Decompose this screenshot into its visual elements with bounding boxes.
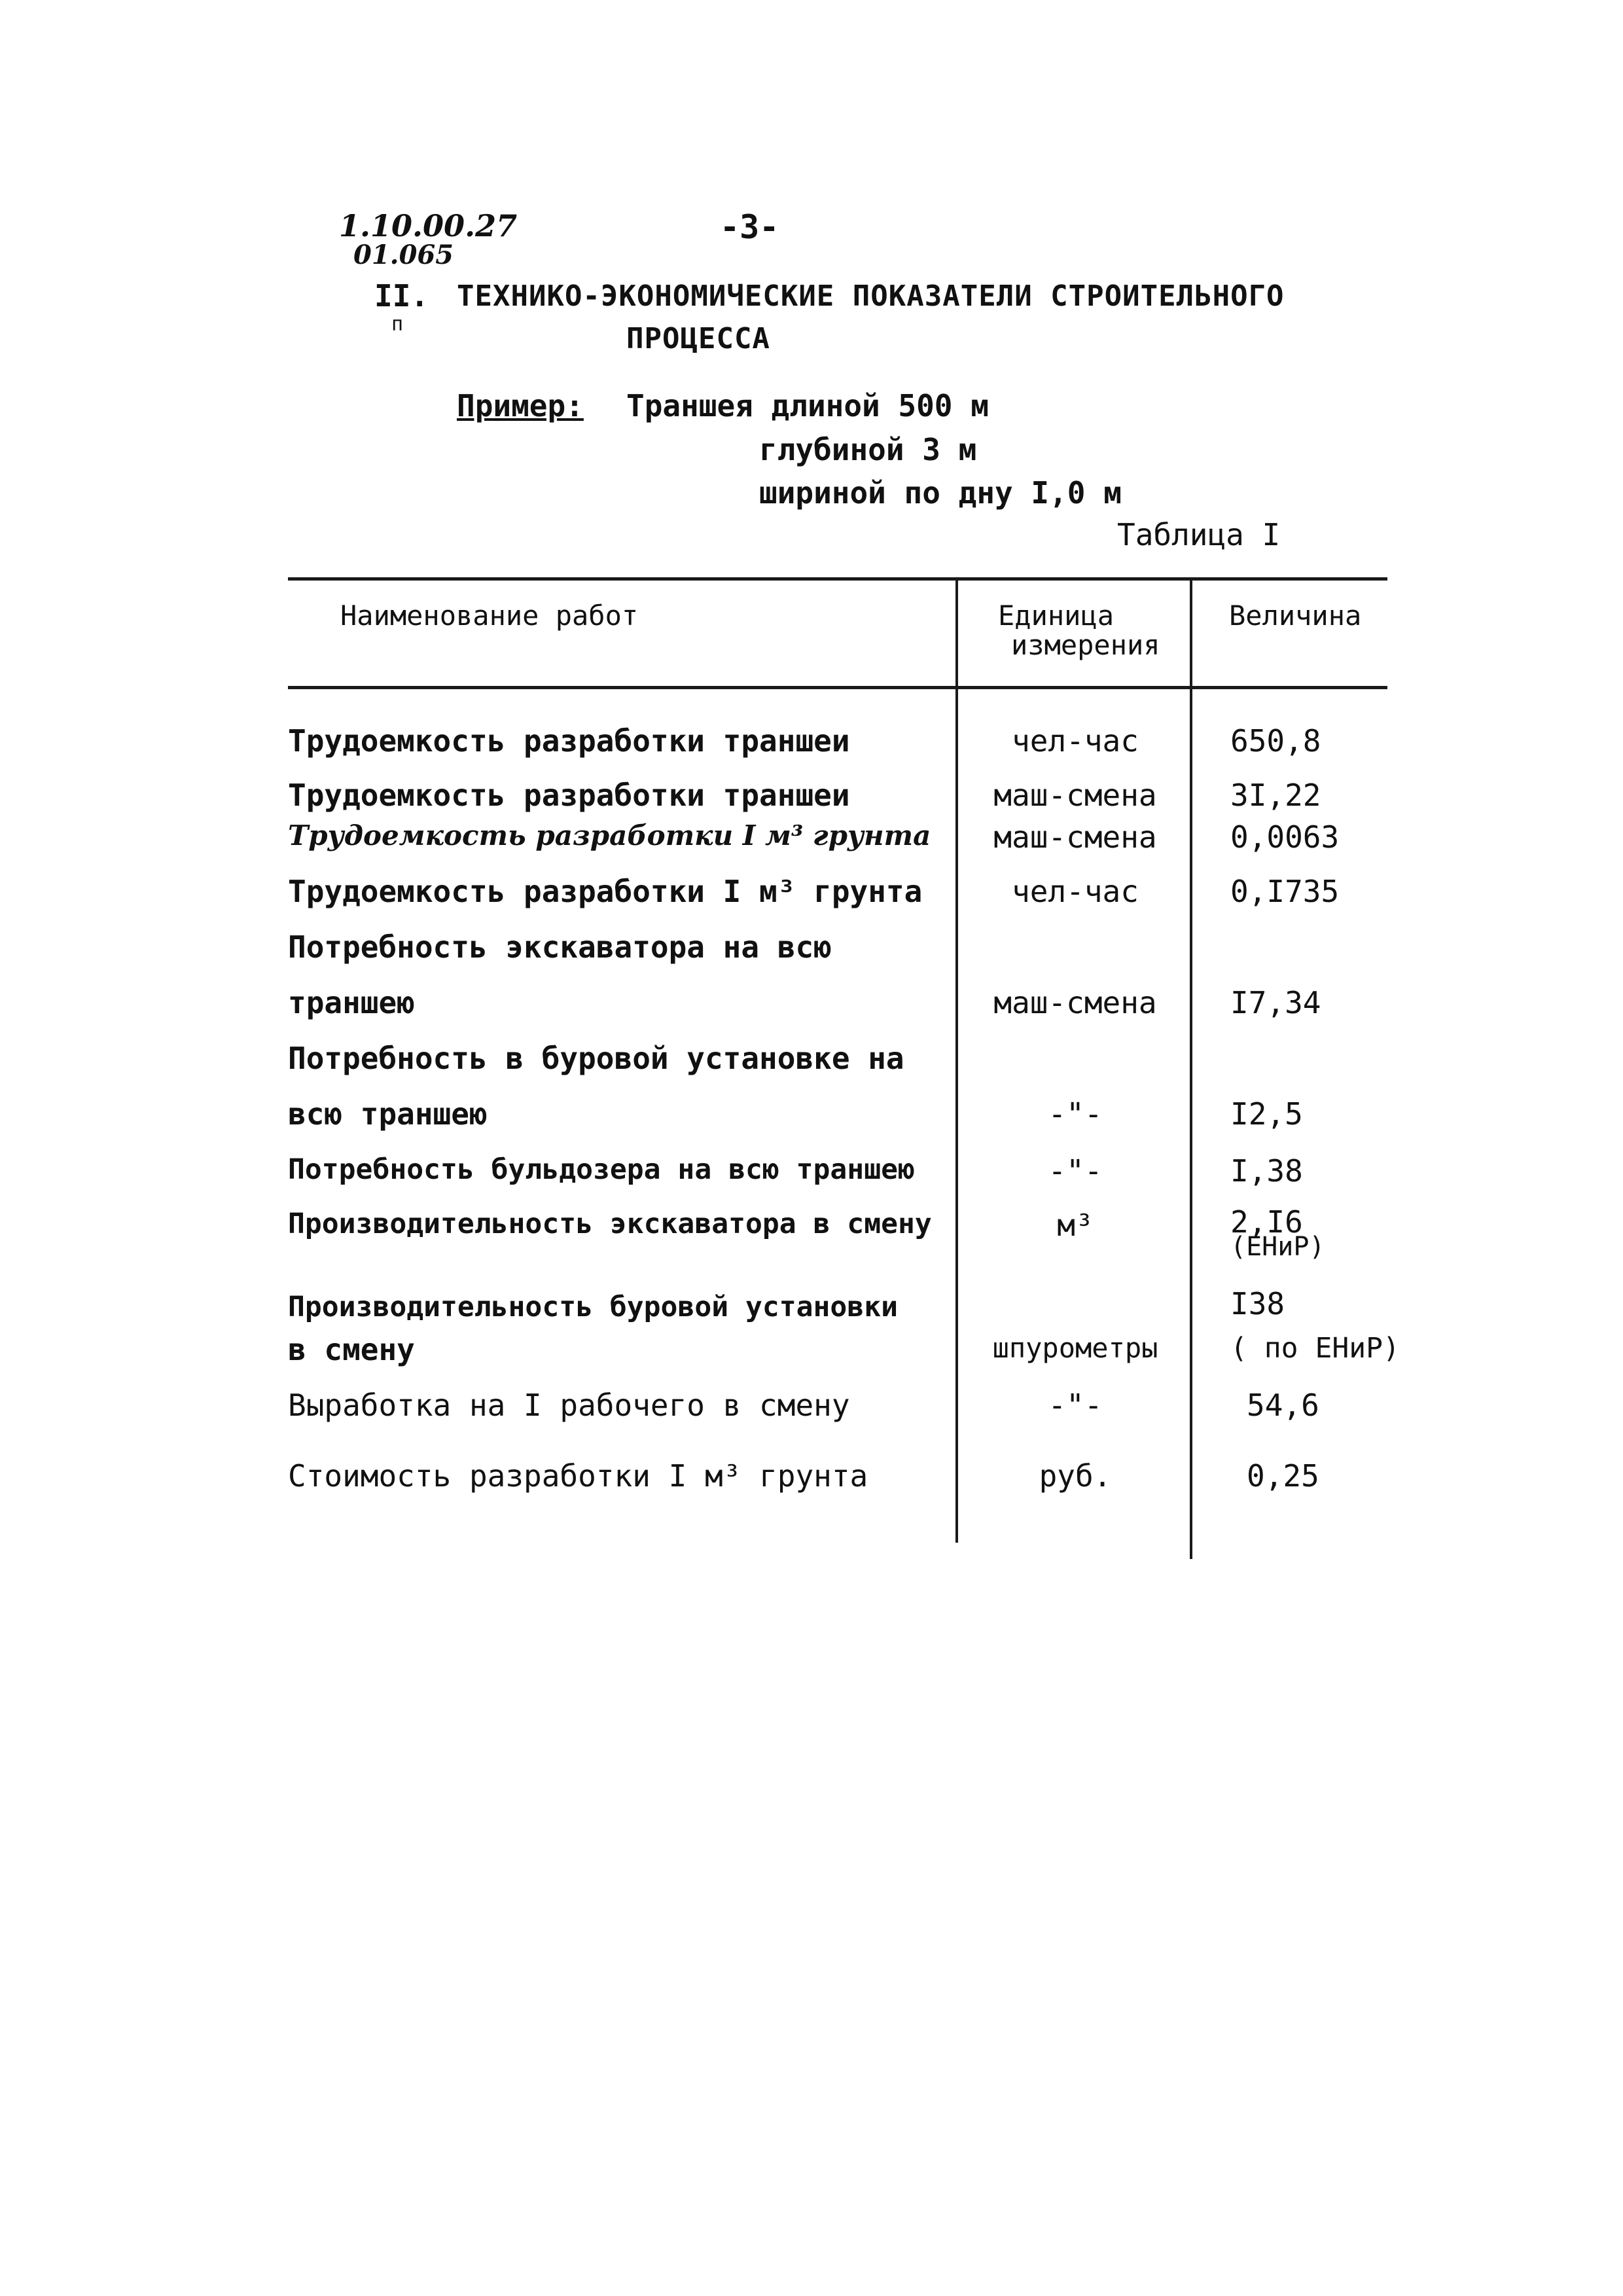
table-row-14-unit: руб. [1039, 1458, 1112, 1494]
table-row-14-name: Стоимость разработки I м³ грунта [288, 1458, 868, 1494]
table-row-9-unit: -"- [1048, 1153, 1103, 1189]
column-header-unit-line2: измерения [1011, 629, 1160, 661]
table-row-13-unit: -"- [1048, 1388, 1103, 1423]
column-header-value: Величина [1229, 600, 1362, 632]
table-row-4-name: Трудоемкость разработки I м³ грунта [288, 874, 923, 909]
table-row-12-value: ( по ЕНиР) [1230, 1332, 1400, 1365]
table-top-rule [288, 577, 1387, 581]
section-title-line2: ПРОЦЕССА [626, 322, 770, 355]
document-subcode: 01.065 [353, 240, 454, 270]
table-row-11-value: I38 [1230, 1286, 1285, 1321]
table-row-11-name: Производительность буровой установки [288, 1291, 898, 1323]
table-row-1-name: Трудоемкость разработки траншеи [288, 723, 850, 759]
table-row-4-value: 0,I735 [1230, 874, 1340, 909]
table-row-8-unit: -"- [1048, 1096, 1103, 1132]
table-row-2-unit: маш-смена [993, 778, 1157, 813]
table-row-9-name: Потребность бульдозера на всю траншею [288, 1153, 915, 1186]
table-row-4-unit: чел-час [1012, 874, 1139, 909]
example-length: Траншея длиной 500 м [626, 388, 989, 423]
table-row-6-unit: маш-смена [993, 985, 1157, 1020]
table-row-3-value: 0,0063 [1230, 819, 1340, 855]
example-depth: глубиной 3 м [759, 432, 977, 467]
table-row-6-value: I7,34 [1230, 985, 1321, 1020]
section-title-line1: ТЕХНИКО-ЭКОНОМИЧЕСКИЕ ПОКАЗАТЕЛИ СТРОИТЕЛЬНОГО [457, 279, 1285, 313]
table-row-13-value: 54,6 [1247, 1388, 1319, 1423]
table-row-10-name: Производительность экскаватора в смену [288, 1208, 932, 1240]
column-header-name: Наименование работ [340, 600, 639, 632]
column-header-unit-line1: Единица [998, 600, 1115, 632]
table-row-5-name: Потребность экскаватора на всю [288, 929, 832, 965]
table-row-1-value: 650,8 [1230, 723, 1321, 759]
table-row-3-unit: маш-смена [993, 819, 1157, 855]
table-header-rule [288, 686, 1387, 689]
example-label: Пример: [457, 388, 584, 423]
document-code: 1.10.00.27 [339, 208, 518, 243]
table-row-3-name: Трудоемкость разработки I м³ грунта [288, 819, 931, 852]
page-number: -3- [720, 208, 779, 246]
table-row-2-value: 3I,22 [1230, 778, 1321, 813]
table-row-7-name: Потребность в буровой установке на [288, 1041, 904, 1076]
table-row-10-value-note: (ЕНиР) [1230, 1232, 1325, 1262]
table-row-9-value: I,38 [1230, 1153, 1303, 1189]
section-number: II. [374, 278, 429, 314]
table-row-6-name: траншею [288, 985, 415, 1020]
section-sub-mark: п [391, 313, 404, 336]
table-label: Таблица I [1117, 517, 1281, 552]
table-row-13-name: Выработка на I рабочего в смену [288, 1388, 850, 1423]
example-width: шириной по дну I,0 м [759, 475, 1122, 511]
table-row-8-value: I2,5 [1230, 1096, 1303, 1132]
table-row-12-unit: шпурометры [992, 1332, 1158, 1364]
table-row-14-value: 0,25 [1247, 1458, 1319, 1494]
table-row-8-name: всю траншею [288, 1096, 488, 1132]
table-row-1-unit: чел-час [1012, 723, 1139, 759]
table-row-2-name: Трудоемкость разработки траншеи [288, 778, 850, 813]
table-row-12-name: в смену [288, 1332, 415, 1367]
table-row-10-unit: м³ [1057, 1208, 1094, 1243]
table-row-10-value: 2,I6 [1230, 1204, 1303, 1240]
